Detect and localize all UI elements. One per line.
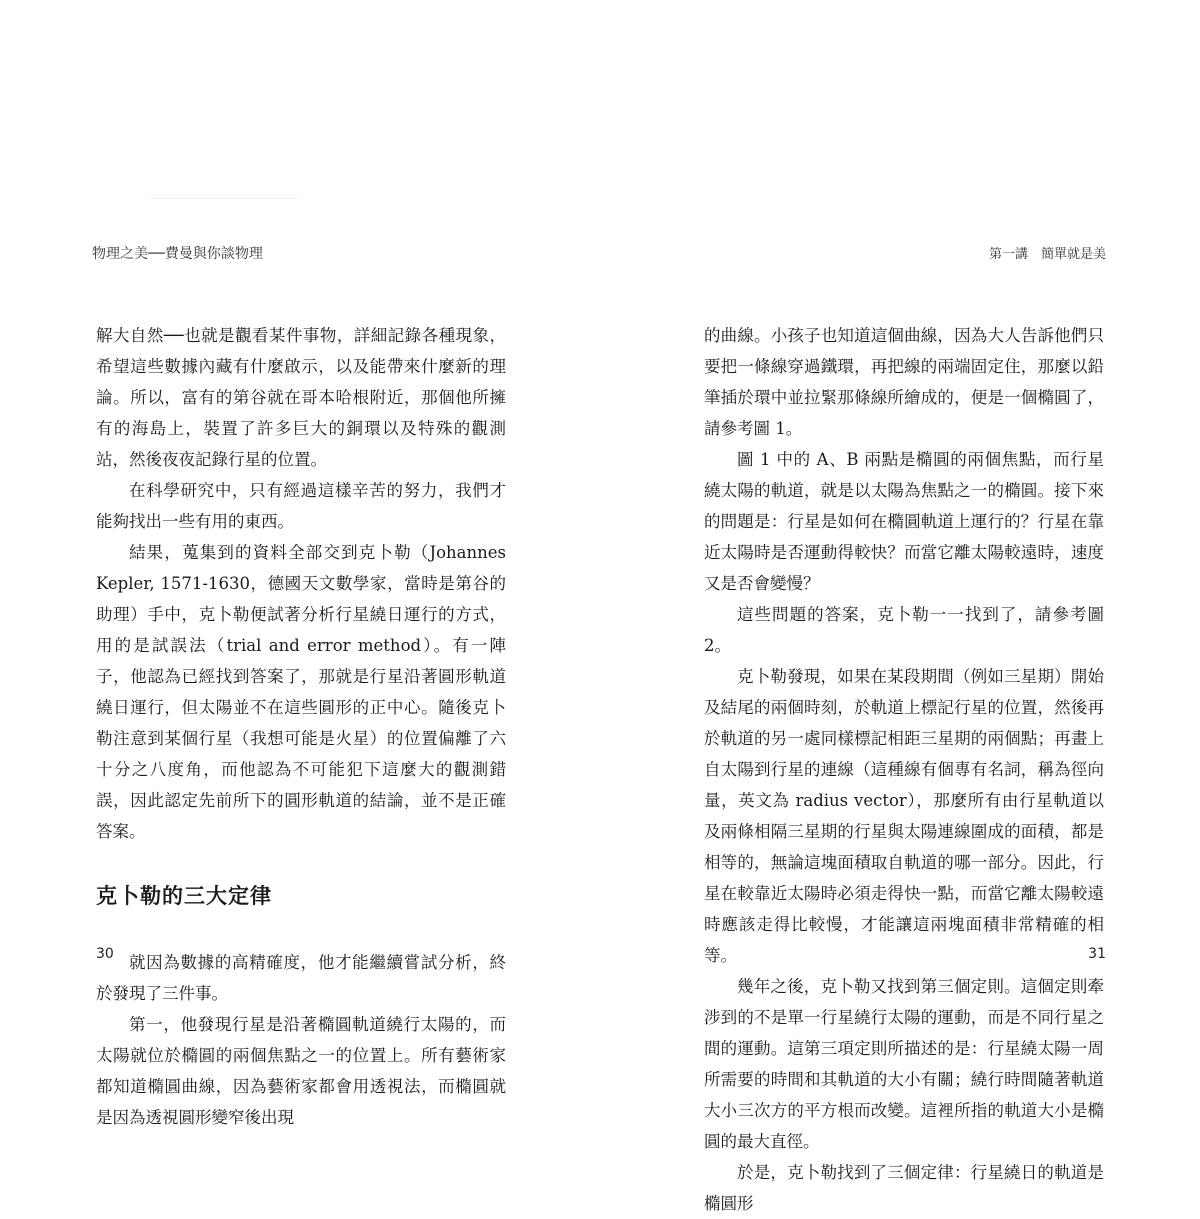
right-body-text <box>704 320 1104 1219</box>
right-page <box>600 0 1200 1213</box>
right-paragraph-4: 克卜勒發現，如果在某段期間（例如三星期）開始及結尾的兩個時刻，於軌道上標記行星的位置，然後再於軌道的另一處同樣標記相距三星期的兩個點；再畫上自太陽到行星的連線（這種線有個專有名詞，稱為徑向量，英文為 radius vector），那麼所有由行星軌道以及兩條相隔三星期的行星與太陽連線圍成的面積，都是相等的，無論這塊面積取自軌道的哪一部分。因此，行星在較靠近太陽時必須走得快一點，而當它離太陽較遠時應該走得比較慢，才能讓這兩塊面積非常精確的相等。 <box>704 667 1104 965</box>
section-heading: 克卜勒的三大定律 <box>96 884 272 908</box>
left-body-text <box>96 320 506 1133</box>
right-page-number: 31 <box>1088 946 1106 962</box>
left-running-header: 物理之美──費曼與你談物理 <box>92 246 263 262</box>
left-paragraph-2: 在科學研究中，只有經過這樣辛苦的努力，我們才能夠找出一些有用的東西。 <box>96 481 506 531</box>
right-running-header: 第一講 簡單就是美 <box>988 247 1106 262</box>
right-paragraph-6: 於是，克卜勒找到了三個定律：行星繞日的軌道是橢圓形 <box>704 1163 1104 1213</box>
left-paragraph-1: 解大自然──也就是觀看某件事物，詳細記錄各種現象，希望這些數據內藏有什麼啟示，以及能帶來什麼新的理論。所以，富有的第谷就在哥本哈根附近，那個他所擁有的海島上，裝置了許多巨大的銅環以及特殊的觀測站，然後夜夜記錄行星的位置。 <box>96 326 506 469</box>
left-paragraph-4: 就因為數據的高精確度，他才能繼續嘗試分析，終於發現了三件事。 <box>96 953 506 1003</box>
right-paragraph-3: 這些問題的答案，克卜勒一一找到了，請參考圖 2。 <box>704 605 1104 655</box>
left-page-number: 30 <box>96 946 114 962</box>
faint-rule <box>150 198 300 199</box>
right-paragraph-5: 幾年之後，克卜勒又找到第三個定則。這個定則牽涉到的不是單一行星繞行太陽的運動，而是不同行星之間的運動。這第三項定則所描述的是：行星繞太陽一周所需要的時間和其軌道的大小有關；繞行時間隨著軌道大小三次方的平方根而改變。這裡所指的軌道大小是橢圓的最大直徑。 <box>704 977 1104 1151</box>
left-paragraph-5: 第一，他發現行星是沿著橢圓軌道繞行太陽的，而太陽就位於橢圓的兩個焦點之一的位置上。所有藝術家都知道橢圓曲線，因為藝術家都會用透視法，而橢圓就是因為透視圓形變窄後出現 <box>96 1015 506 1127</box>
left-page <box>0 0 600 1200</box>
left-paragraph-3: 結果，蒐集到的資料全部交到克卜勒（Johannes Kepler, 1571-1630，德國天文數學家，當時是第谷的助理）手中，克卜勒便試著分析行星繞日運行的方式，用的是試誤法（trial and error method）。有一陣子，他認為已經找到答案了，那就是行星沿著圓形軌道繞日運行，但太陽並不在這些圓形的正中心。隨後克卜勒注意到某個行星（我想可能是火星）的位置偏離了六十分之八度角，而他認為不可能犯下這麼大的觀測錯誤，因此認定先前所下的圓形軌道的結論，並不是正確答案。 <box>96 543 506 841</box>
right-paragraph-2: 圖 1 中的 A、B 兩點是橢圓的兩個焦點，而行星繞太陽的軌道，就是以太陽為焦點之一的橢圓。接下來的問題是：行星是如何在橢圓軌道上運行的？行星在靠近太陽時是否運動得較快？而當它離太陽較遠時，速度又是否會變慢？ <box>704 450 1104 593</box>
right-paragraph-1: 的曲線。小孩子也知道這個曲線，因為大人告訴他們只要把一條線穿過鐵環，再把線的兩端固定住，那麼以鉛筆插於環中並拉緊那條線所繪成的，便是一個橢圓了，請參考圖 1。 <box>704 326 1104 438</box>
